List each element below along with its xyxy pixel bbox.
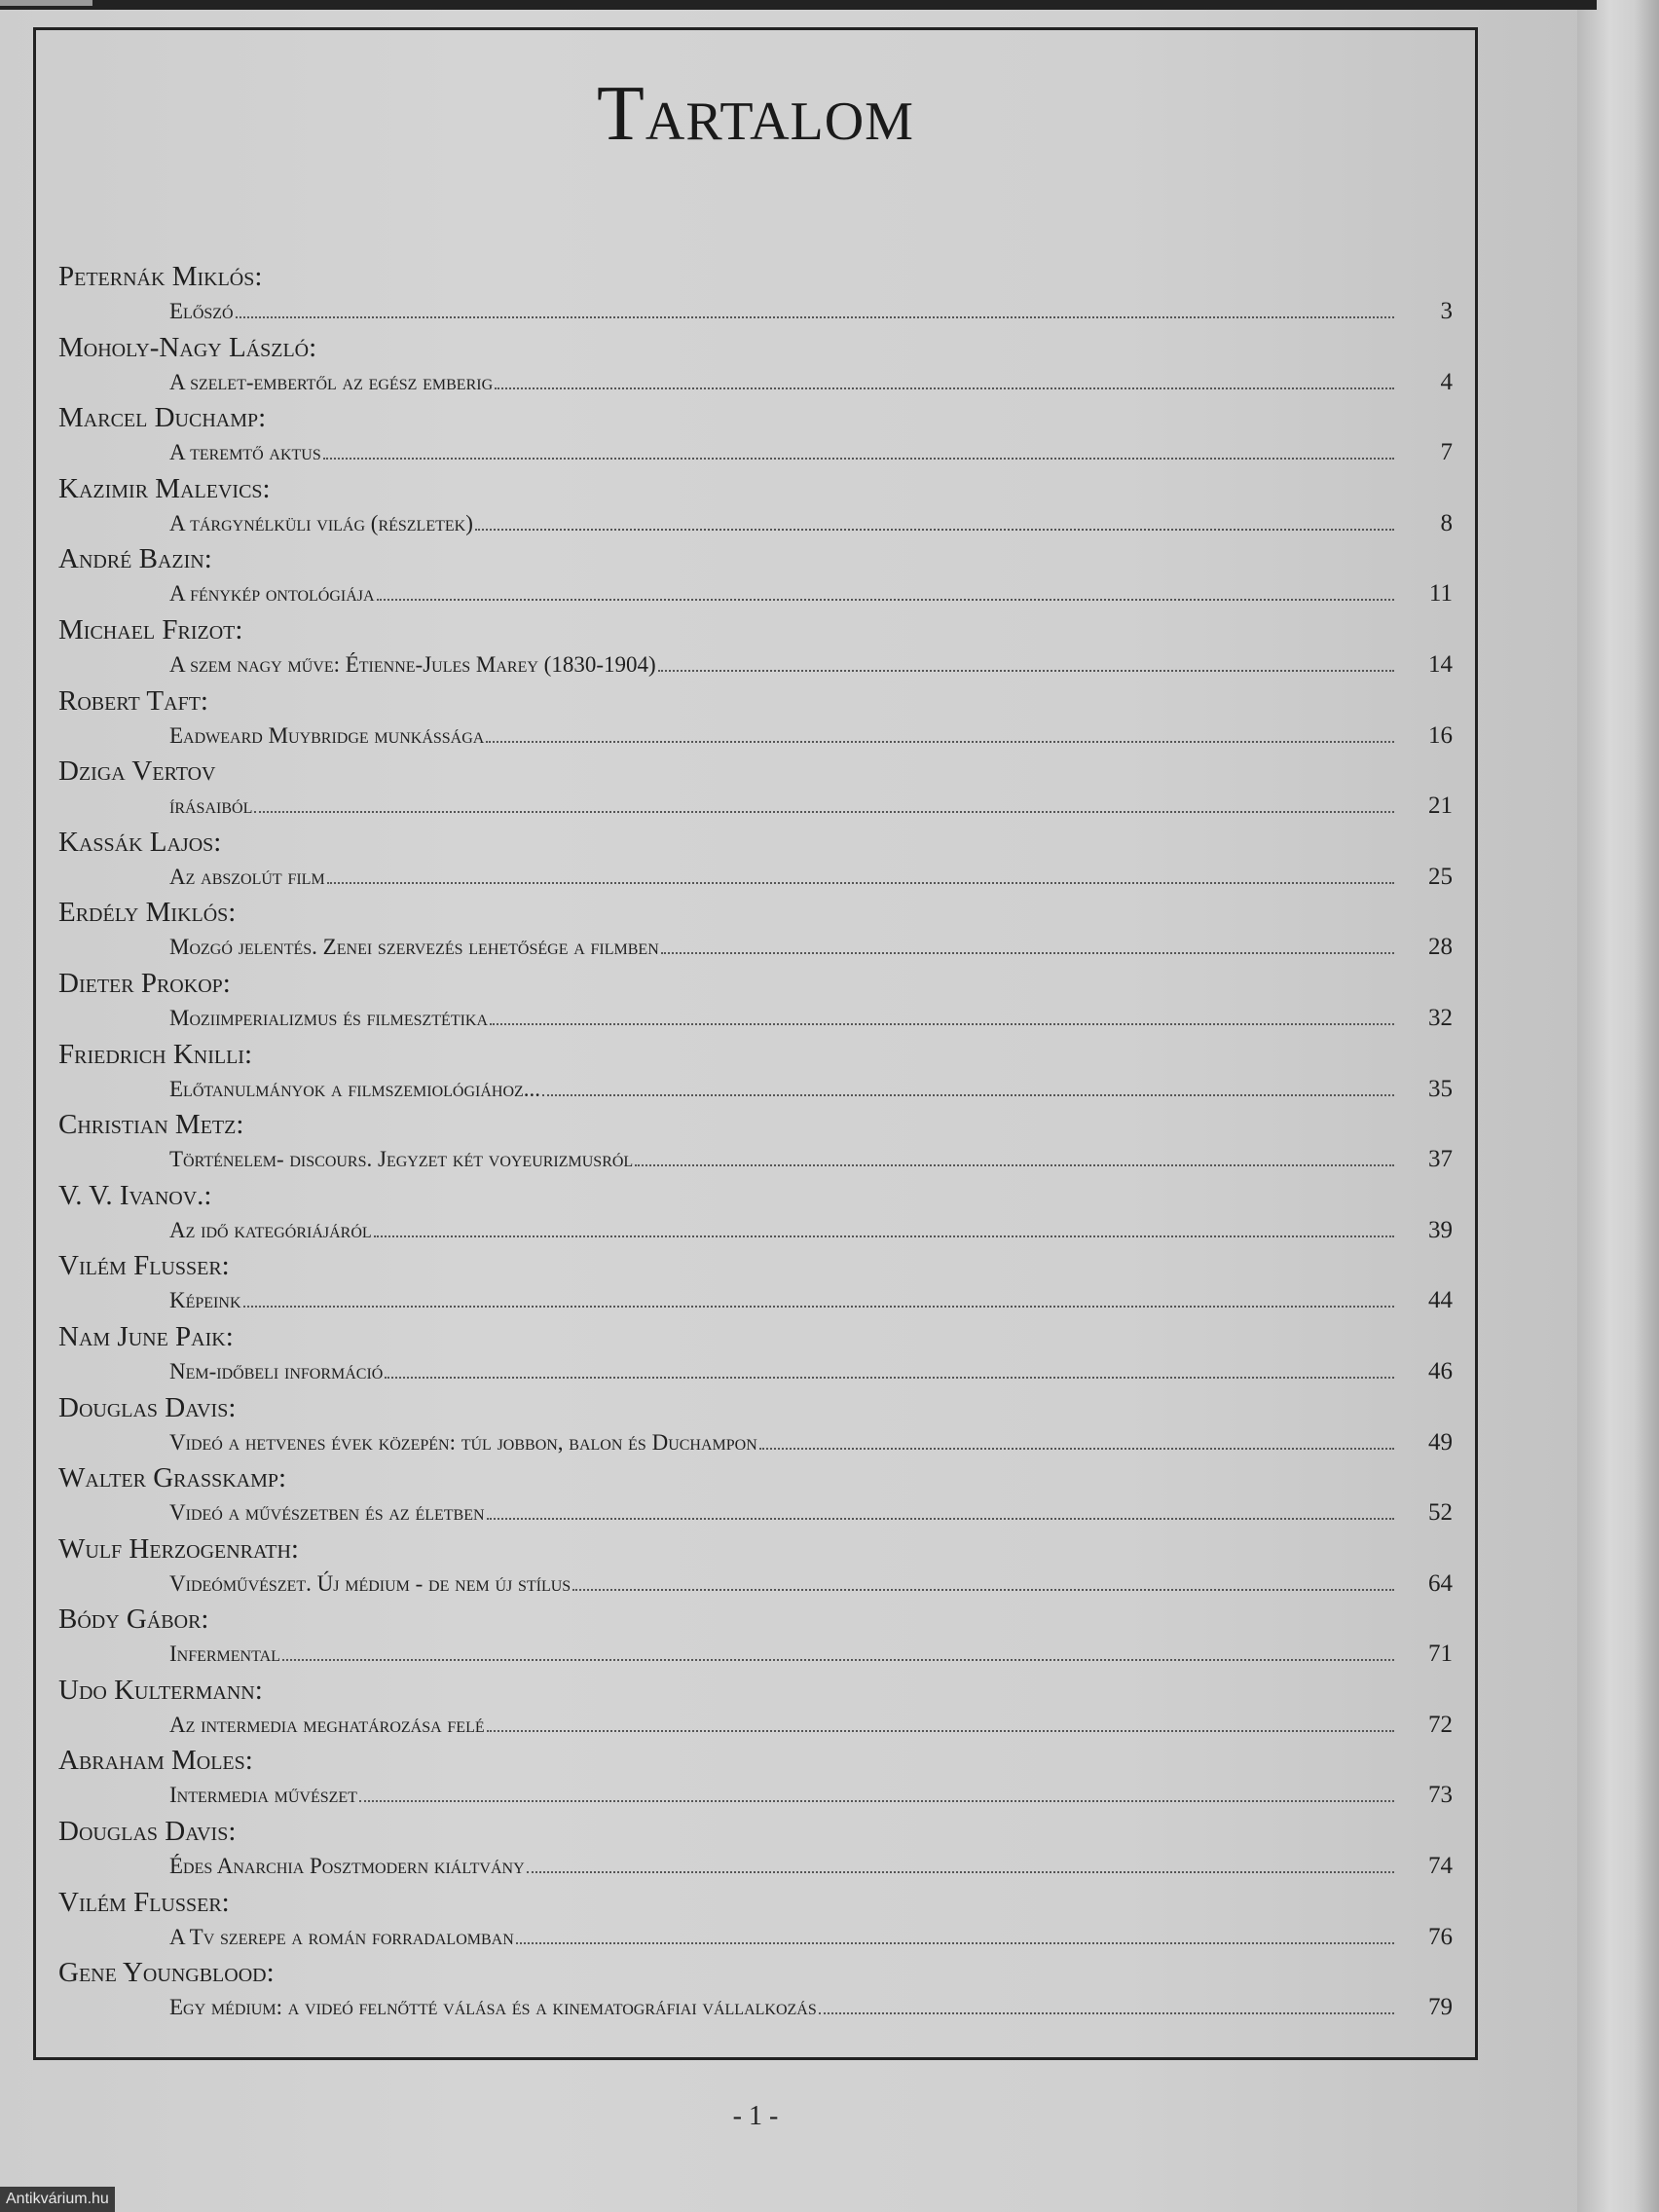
toc-author: Friedrich Knilli: <box>58 1038 253 1070</box>
toc-entry <box>51 964 1453 1035</box>
toc-page-number: 4 <box>1440 368 1453 395</box>
top-border-band <box>0 0 1597 10</box>
toc-dot-leader <box>490 1023 1394 1025</box>
toc-author: Udo Kultermann: <box>58 1674 263 1706</box>
toc-entry <box>51 823 1453 894</box>
toc-work-title: Videó a hetvenes évek közepén: túl jobbon, balon és Duchampon <box>169 1429 757 1455</box>
toc-work-title: Videóművészet. Új médium - de nem új stílus <box>169 1570 571 1596</box>
toc-page-number: 39 <box>1428 1216 1453 1243</box>
toc-author: Vilém Flusser: <box>58 1886 230 1918</box>
toc-entry <box>51 1317 1453 1388</box>
toc-page-number: 3 <box>1440 298 1453 324</box>
toc-dot-leader <box>661 952 1394 954</box>
toc-author: Moholy-Nagy László: <box>58 331 317 363</box>
toc-line <box>169 1990 1453 2021</box>
toc-line <box>169 647 1453 679</box>
toc-work-title: A Tv szerepe a román forradalomban <box>169 1924 514 1949</box>
toc-dot-leader <box>327 882 1394 884</box>
toc-line <box>169 1778 1453 1809</box>
toc-work-title: Képeink <box>169 1288 241 1313</box>
toc-author: Peternák Miklós: <box>58 261 263 292</box>
toc-entry <box>51 1176 1453 1247</box>
toc-page-number: 21 <box>1428 793 1453 820</box>
toc-page-number: 32 <box>1428 1004 1453 1031</box>
toc-dot-leader <box>475 529 1394 531</box>
toc-author: Abraham Moles: <box>58 1745 253 1777</box>
toc-page-number: 72 <box>1428 1711 1453 1738</box>
watermark-logo: Antikvárium.hu <box>0 2187 115 2212</box>
toc-page-number: 14 <box>1428 650 1453 678</box>
toc-author: Robert Taft: <box>58 684 208 717</box>
toc-author: Kassák Lajos: <box>58 826 222 858</box>
toc-work-title: Infermental <box>169 1641 280 1667</box>
toc-work-title: Édes Anarchia Posztmodern kiáltvány <box>169 1854 525 1879</box>
toc-page-number: 16 <box>1428 721 1453 749</box>
top-border-gap <box>0 0 92 6</box>
toc-line <box>169 1142 1453 1173</box>
toc-page-number: 46 <box>1428 1357 1453 1384</box>
toc-line <box>169 1920 1453 1951</box>
toc-author: Dziga Vertov <box>58 756 216 788</box>
toc-dot-leader <box>243 1306 1395 1308</box>
toc-entry <box>51 1741 1453 1812</box>
toc-line <box>169 1637 1453 1668</box>
toc-work-title: Nem-időbeli információ <box>169 1358 384 1383</box>
toc-author: Michael Frizot: <box>58 613 243 645</box>
toc-work-title: Videó a művészetben és az életben <box>169 1500 485 1526</box>
toc-entry <box>51 1530 1453 1601</box>
toc-line <box>169 294 1453 325</box>
toc-work-title: A szelet-embertől az egész emberig <box>169 369 494 394</box>
toc-entry <box>51 539 1453 610</box>
toc-author: Vilém Flusser: <box>58 1250 230 1282</box>
page-edge <box>1577 0 1659 2212</box>
toc-author: Kazimir Malevics: <box>58 472 271 504</box>
toc-page-number: 37 <box>1428 1146 1453 1173</box>
toc-entry <box>51 398 1453 469</box>
toc-line <box>169 1708 1453 1739</box>
toc-entry <box>51 1246 1453 1317</box>
toc-work-title: írásaiból <box>169 793 253 819</box>
toc-work-title: Egy médium: a videó felnőtté válása és a kinematográfiai vállalkozás <box>169 1995 817 2020</box>
toc-work-title: A teremtő aktus <box>169 440 321 465</box>
toc-line <box>169 1425 1453 1456</box>
toc-line <box>169 1567 1453 1598</box>
toc-dot-leader <box>516 1942 1394 1944</box>
toc-page-number: 52 <box>1428 1499 1453 1527</box>
toc-entry <box>51 752 1453 823</box>
toc-entry <box>51 1671 1453 1742</box>
toc-entry <box>51 1105 1453 1176</box>
toc-entry <box>51 1035 1453 1106</box>
toc-dot-leader <box>819 2012 1394 2014</box>
toc-dot-leader <box>486 741 1394 743</box>
toc-author: Nam June Paik: <box>58 1320 234 1352</box>
toc-work-title: Történelem- discours. Jegyzet két voyeurizmusról <box>169 1147 634 1172</box>
toc-line <box>169 1213 1453 1244</box>
toc-line <box>169 1354 1453 1385</box>
toc-author: Marcel Duchamp: <box>58 402 267 434</box>
toc-work-title: A szem nagy műve: Étienne-Jules Marey (1830-1904) <box>169 651 656 677</box>
toc-work-title: Az abszolút film <box>169 864 325 889</box>
toc-page-number: 8 <box>1440 509 1453 536</box>
toc-line <box>169 789 1453 820</box>
toc-dot-leader <box>282 1659 1394 1661</box>
toc-dot-leader <box>658 670 1394 672</box>
toc-page-number: 44 <box>1428 1287 1453 1314</box>
toc-entry <box>51 1953 1453 2024</box>
toc-page-number: 25 <box>1428 863 1453 890</box>
toc-author: Erdély Miklós: <box>58 897 237 929</box>
toc-line <box>169 1495 1453 1527</box>
toc-line <box>169 576 1453 608</box>
toc-author: V. V. Ivanov.: <box>58 1179 212 1211</box>
toc-dot-leader <box>236 316 1394 318</box>
toc-line <box>169 719 1453 750</box>
toc-entry <box>51 1812 1453 1883</box>
toc-page-number: 79 <box>1428 1994 1453 2021</box>
toc-line <box>169 1072 1453 1103</box>
toc-entry <box>51 1883 1453 1954</box>
toc-dot-leader <box>254 811 1394 813</box>
toc-work-title: A tárgynélküli világ (részletek) <box>169 510 473 535</box>
toc-work-title: Intermedia művészet <box>169 1783 357 1808</box>
toc-line <box>169 930 1453 961</box>
toc-entry <box>51 257 1453 328</box>
toc-dot-leader <box>572 1589 1394 1591</box>
toc-entry <box>51 610 1453 682</box>
toc-dot-leader <box>359 1800 1394 1802</box>
toc-dot-leader <box>377 599 1394 601</box>
toc-page-number: 73 <box>1428 1782 1453 1809</box>
toc-dot-leader <box>374 1235 1394 1237</box>
toc-entry <box>51 1600 1453 1671</box>
toc-author: Christian Metz: <box>58 1109 244 1141</box>
table-of-contents <box>51 257 1453 2024</box>
toc-entry <box>51 682 1453 753</box>
toc-dot-leader <box>495 387 1394 389</box>
toc-line <box>169 365 1453 396</box>
toc-entry <box>51 1388 1453 1459</box>
toc-page-number: 28 <box>1428 934 1453 961</box>
toc-work-title: Eadweard Muybridge munkássága <box>169 722 485 748</box>
page-number-footer: - 1 - <box>732 2101 779 2131</box>
toc-author: Douglas Davis: <box>58 1816 237 1848</box>
toc-entry <box>51 328 1453 399</box>
toc-line <box>169 860 1453 891</box>
toc-page-number: 74 <box>1428 1853 1453 1880</box>
toc-entry <box>51 893 1453 964</box>
toc-page-number: 7 <box>1440 439 1453 466</box>
toc-work-title: A fénykép ontológiája <box>169 581 375 607</box>
toc-entry <box>51 469 1453 540</box>
toc-author: Walter Grasskamp: <box>58 1462 287 1494</box>
toc-author: Wulf Herzogenrath: <box>58 1532 299 1565</box>
toc-dot-leader <box>527 1871 1394 1873</box>
toc-page-number: 49 <box>1428 1428 1453 1456</box>
toc-page-number: 11 <box>1428 580 1453 608</box>
toc-dot-leader <box>542 1094 1394 1096</box>
toc-dot-leader <box>635 1164 1394 1166</box>
toc-page-number: 64 <box>1428 1569 1453 1597</box>
toc-work-title: Előszó <box>169 299 234 323</box>
toc-work-title: Előtanulmányok a filmszemiológiához... <box>169 1076 541 1101</box>
toc-author: Dieter Prokop: <box>58 967 231 999</box>
toc-dot-leader <box>487 1518 1394 1520</box>
toc-line <box>169 435 1453 466</box>
toc-page-number: 71 <box>1428 1641 1453 1668</box>
toc-work-title: Az idő kategóriájáról <box>169 1217 372 1242</box>
toc-work-title: Moziimperializmus és filmesztétika <box>169 1005 489 1030</box>
toc-dot-leader <box>759 1448 1394 1450</box>
toc-work-title: Mozgó jelentés. Zenei szervezés lehetősége a filmben <box>169 935 659 960</box>
toc-author: Gene Youngblood: <box>58 1957 275 1989</box>
toc-author: Bódy Gábor: <box>58 1604 209 1636</box>
toc-page-number: 35 <box>1428 1075 1453 1102</box>
toc-dot-leader <box>385 1377 1394 1379</box>
toc-line <box>169 1849 1453 1880</box>
toc-dot-leader <box>323 458 1394 460</box>
page-title: Tartalom <box>597 71 914 157</box>
toc-line <box>169 506 1453 537</box>
toc-author: André Bazin: <box>58 543 212 575</box>
toc-author: Douglas Davis: <box>58 1391 237 1423</box>
toc-page-number: 76 <box>1428 1923 1453 1950</box>
toc-line <box>169 1001 1453 1032</box>
toc-dot-leader <box>487 1730 1394 1732</box>
toc-line <box>169 1283 1453 1314</box>
toc-work-title: Az intermedia meghatározása felé <box>169 1712 485 1737</box>
toc-entry <box>51 1458 1453 1530</box>
